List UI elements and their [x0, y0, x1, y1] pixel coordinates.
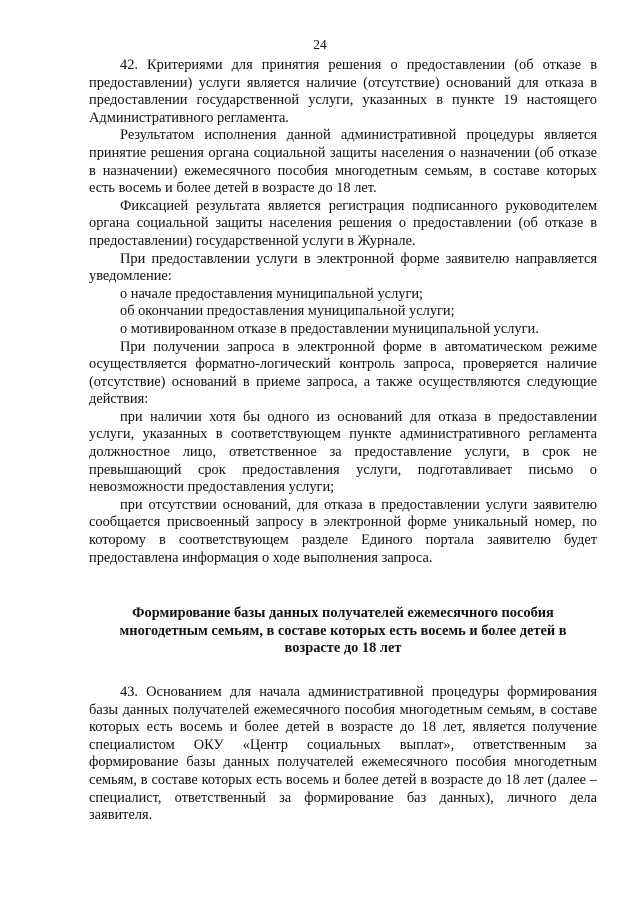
page-number: 24 [313, 37, 327, 52]
paragraph-no-grounds: при отсутствии оснований, для отказа в предоставлении услуги заявителю сообщается присвоенный запросу в электронной форме уникальный номер, по которому в соответствующем разделе Единого портала заявителю будет предоставлена информация о ходе выполнения запроса. [89, 496, 597, 566]
paragraph-42-criteria: 42. Критериями для принятия решения о предоставлении (об отказе в предоставлении) услуги является наличие (отсутствие) оснований для отказа в предоставлении государственной услуги, указанных в пункте 19 настоящего Административного регламента. [89, 57, 597, 126]
paragraph-refusal-grounds: при наличии хотя бы одного из оснований для отказа в предоставлении услуги, указанных в соответствующем пункте административного регламента должностное лицо, ответственное за предоставление услуги, в срок не превышающий срок предоставления услуги, подготавливает письмо о невозможности предоставления услуги; [89, 408, 597, 496]
list-item-end: об окончании предоставления муниципальной услуги; [120, 303, 455, 320]
list-item-refusal: о мотивированном отказе в предоставлении муниципальной услуги. [120, 320, 539, 337]
paragraph-result: Результатом исполнения данной административной процедуры является принятие решения органа социальной защиты населения о назначении (об отказе в назначении) ежемесячного пособия многодетным семьям, в составе которых есть восемь и более детей в возрасте до 18 лет. [89, 127, 597, 197]
document-body [89, 57, 597, 825]
list-item-start: о начале предоставления муниципальной услуги; [120, 285, 424, 302]
paragraph-electronic-notice: При предоставлении услуги в электронной форме заявителю направляется уведомление: [89, 250, 597, 285]
paragraph-electronic-request: При получении запроса в электронной форме в автоматическом режиме осуществляется форматно-логический контроль запроса, проверяется наличие (отсутствие) оснований в приеме запроса, а также осуществляются следующие действия: [89, 338, 597, 408]
section-heading: Формирование базы данных получателей ежемесячного пособия многодетным семьям, в составе которых есть восемь и более детей в возрасте до 18 лет [119, 605, 567, 657]
paragraph-fixation: Фиксацией результата является регистрация подписанного руководителем органа социальной защиты населения решения о предоставлении (об отказе в предоставлении) государственной услуги в Журнале. [89, 197, 597, 249]
paragraph-43: 43. Основанием для начала административной процедуры формирования базы данных получателей ежемесячного пособия многодетным семьям, в составе которых есть восемь и более детей в возрасте до 18 лет, является получение специалистом ОКУ «Центр социальных выплат», ответственным за формирование базы данных получателей ежемесячного пособия многодетным семьям, в составе которых есть восемь и более детей в возрасте до 18 лет (далее – специалист, ответственный за формирование баз данных), личного дела заявителя. [89, 684, 597, 824]
